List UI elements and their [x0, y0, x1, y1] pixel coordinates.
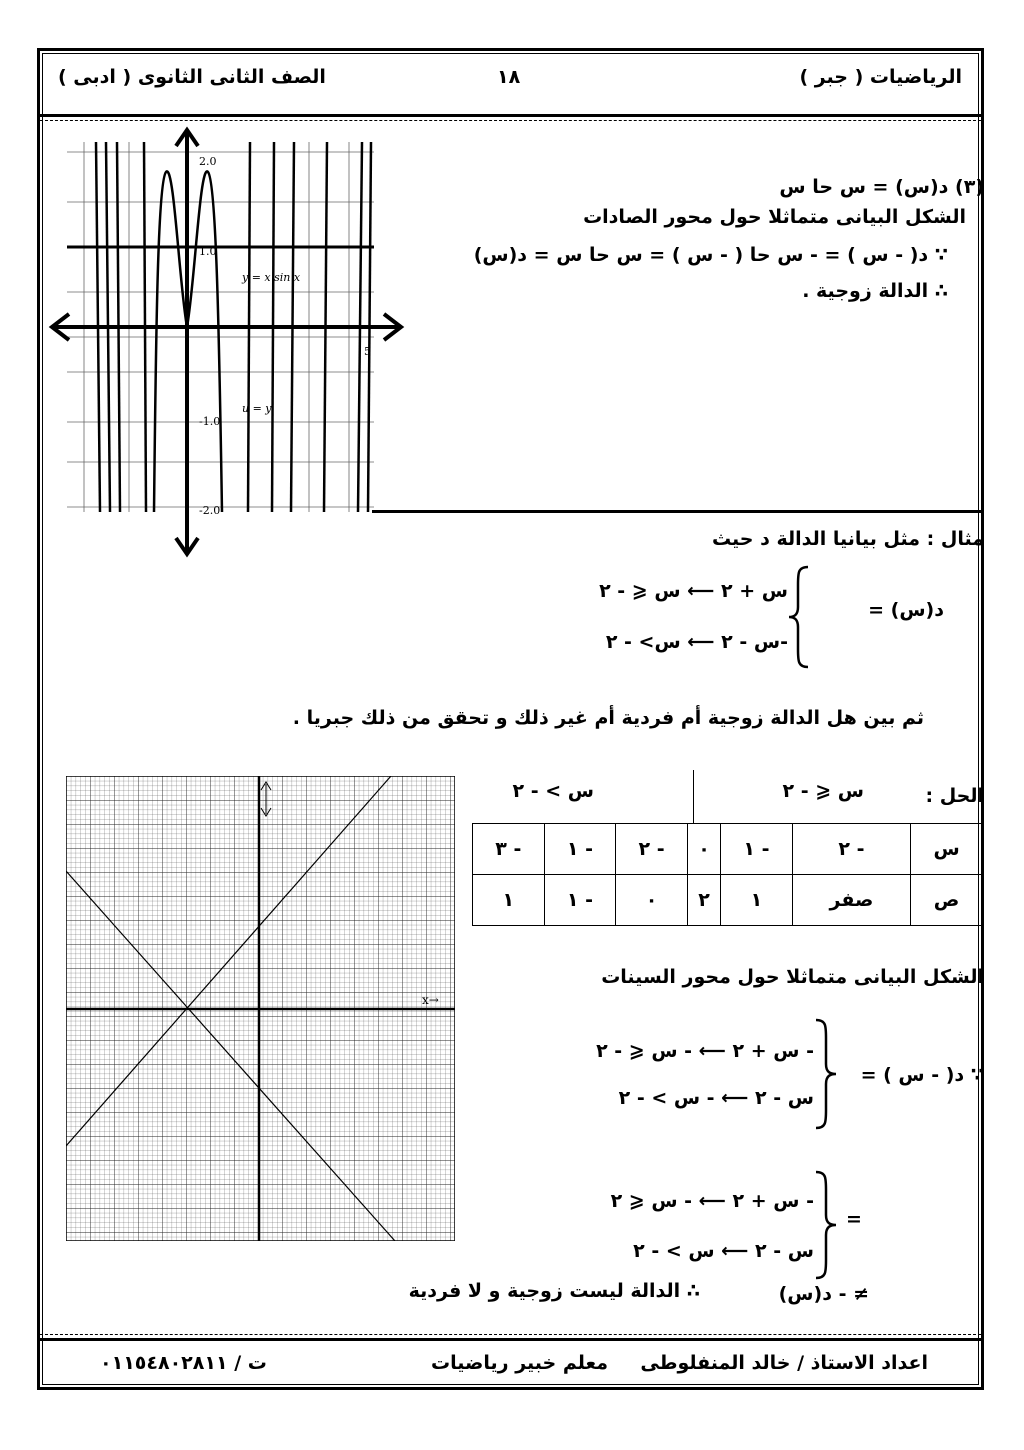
section-divider — [372, 510, 981, 513]
proof-line: ∵ د( - س ) = - س حا ( - س ) = س حا س = د(س) — [473, 244, 948, 266]
function-definition: (٣) د(س) = س حا س — [779, 176, 984, 198]
table-row-x — [473, 824, 983, 875]
svg-text:y = x sin x: y = x sin x — [242, 271, 301, 284]
header-divider — [40, 114, 981, 117]
svg-text:-1.0: -1.0 — [199, 415, 221, 428]
not-equal-statement: ≠ - د(س) — [778, 1283, 869, 1305]
table-cell: ص — [911, 875, 983, 926]
svg-text:2.0: 2.0 — [199, 155, 217, 168]
equals-sign: = — [846, 1208, 862, 1230]
simplified-case-2: س - ٢ ⟵ س > - ٢ — [633, 1240, 814, 1262]
table-cell: ١ — [473, 875, 545, 926]
simplified-case-1: - س + ٢ ⟵ - س ⩽ ٢ — [610, 1190, 814, 1212]
domain-divider — [693, 770, 694, 823]
grade-title: الصف الثانى الثانوى ( ادبى ) — [58, 66, 326, 88]
brace-icon — [812, 1170, 840, 1280]
x-axis-label: x→ — [422, 993, 439, 1007]
footer-divider-dashed — [40, 1334, 981, 1335]
table-cell: - ٣ — [473, 824, 545, 875]
brace-icon — [812, 1018, 840, 1130]
table-cell: - ٢ — [792, 824, 910, 875]
graph-x-sin-x — [44, 122, 409, 564]
neg-x-lhs: ∵ د( - س ) = — [860, 1064, 984, 1086]
case-1: س + ٢ ⟵ س ⩽ - ٢ — [599, 580, 788, 602]
svg-text:-2.0: -2.0 — [199, 504, 221, 517]
table-cell: ٢ — [687, 875, 720, 926]
table-cell: - ١ — [544, 824, 616, 875]
page-number: ١٨ — [497, 66, 521, 88]
solution-label: الحل : — [925, 785, 984, 807]
domain-1: س ⩽ - ٢ — [782, 780, 864, 802]
symmetry-x-axis: الشكل البيانى متماثلا حول محور السينات — [601, 966, 984, 988]
table-cell: ٠ — [616, 875, 688, 926]
case-2: -س - ٢ ⟵ س> - ٢ — [605, 631, 788, 653]
neg-case-2: س - ٢ ⟵ - س > - ٢ — [618, 1087, 814, 1109]
symmetry-statement: الشكل البيانى متماثلا حول محور الصادات — [583, 206, 966, 228]
author-role: معلم خبير رياضيات — [431, 1352, 608, 1374]
values-table — [472, 823, 983, 926]
example-title: مثال : مثل بيانيا الدالة د حيث — [711, 528, 984, 550]
conclusion-even: ∴ الدالة زوجية . — [802, 280, 948, 302]
domain-2: س > - ٢ — [512, 780, 594, 802]
table-cell: ١ — [721, 875, 793, 926]
svg-text:5: 5 — [364, 345, 371, 358]
graph-grid — [66, 776, 455, 1241]
table-cell: س — [911, 824, 983, 875]
neg-case-1: - س + ٢ ⟵ - س ⩽ - ٢ — [596, 1040, 814, 1062]
header-divider-dashed — [40, 120, 981, 121]
table-cell: - ١ — [544, 875, 616, 926]
table-cell: - ١ — [721, 824, 793, 875]
svg-text:1.0: 1.0 — [199, 245, 217, 258]
table-cell: ٠ — [687, 824, 720, 875]
table-row-y — [473, 875, 983, 926]
brace-icon — [786, 565, 814, 669]
footer-divider — [40, 1338, 981, 1341]
author: اعداد الاستاذ / خالد المنفلوطى — [640, 1352, 928, 1374]
example-question: ثم بين هل الدالة زوجية أم فردية أم غير ذلك و تحقق من ذلك جبريا . — [292, 707, 924, 729]
subject-title: الرياضيات ( جبر ) — [799, 66, 962, 88]
svg-text:u = y: u = y — [242, 402, 272, 415]
phone-number: ت / ٠١١٥٤٨٠٢٨١١ — [100, 1352, 267, 1374]
table-cell: - ٢ — [616, 824, 688, 875]
function-lhs: د(س) = — [868, 599, 944, 621]
final-conclusion: ∴ الدالة ليست زوجية و لا فردية — [408, 1280, 700, 1302]
table-cell: صفر — [792, 875, 910, 926]
